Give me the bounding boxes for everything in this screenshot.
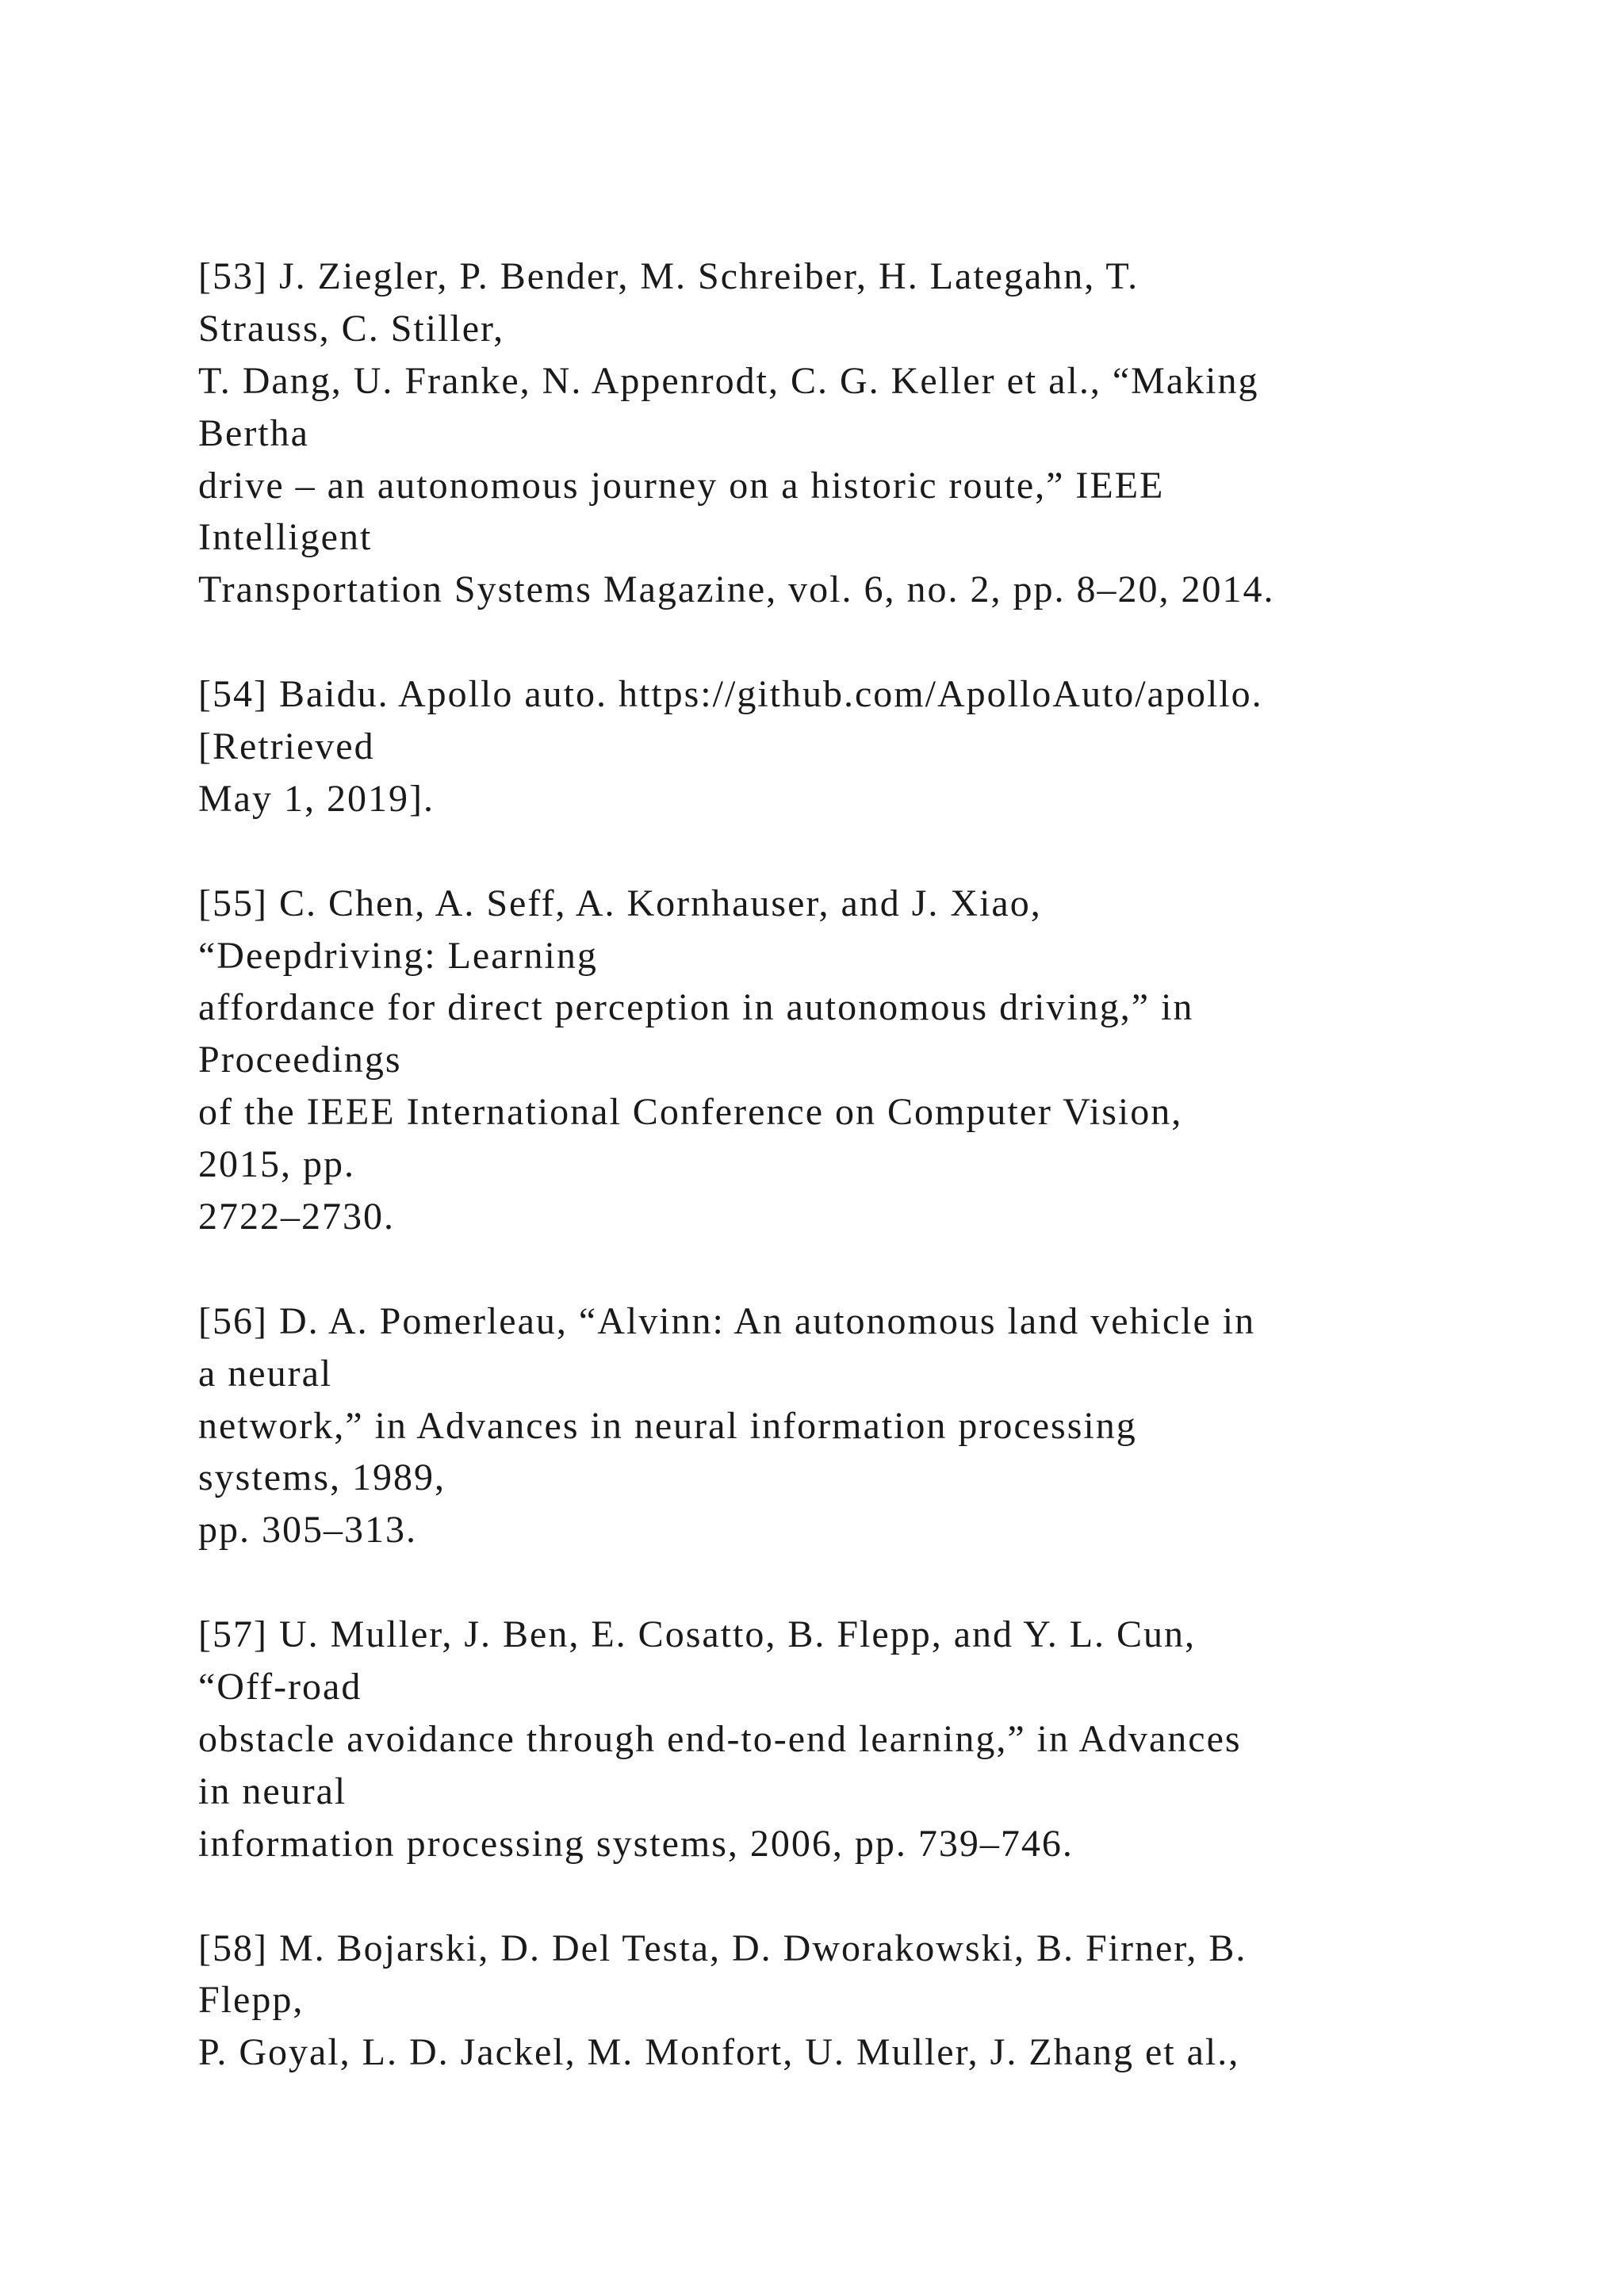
reference-line: Intelligent (198, 516, 373, 559)
reference-line: Bertha (198, 411, 309, 454)
reference-line: [53] J. Ziegler, P. Bender, M. Schreiber, H. Lategahn, T. (198, 255, 1139, 297)
reference-line: [54] Baidu. Apollo auto. https://github.com/ApolloAuto/apollo. (198, 673, 1263, 716)
reference-54 (198, 668, 1546, 825)
reference-line: of the IEEE International Conference on Computer Vision, (198, 1091, 1183, 1134)
reference-line: May 1, 2019]. (198, 777, 435, 820)
reference-line: Flepp, (198, 1979, 304, 2022)
reference-line: 2722–2730. (198, 1196, 395, 1238)
reference-line: “Deepdriving: Learning (198, 934, 598, 977)
reference-line: “Off-road (198, 1666, 362, 1709)
reference-line: [58] M. Bojarski, D. Del Testa, D. Dworakowski, B. Firner, B. (198, 1927, 1247, 1969)
reference-line: T. Dang, U. Franke, N. Appenrodt, C. G. Keller et al., “Making (198, 359, 1259, 402)
reference-line: network,” in Advances in neural information processing (198, 1404, 1137, 1447)
reference-line: Transportation Systems Magazine, vol. 6, no. 2, pp. 8–20, 2014. (198, 568, 1275, 611)
reference-list (198, 251, 1546, 2079)
reference-line: P. Goyal, L. D. Jackel, M. Monfort, U. Muller, J. Zhang et al., (198, 2031, 1240, 2074)
reference-line: a neural (198, 1352, 333, 1395)
reference-line: affordance for direct perception in autonomous driving,” in (198, 986, 1194, 1029)
reference-line: [55] C. Chen, A. Seff, A. Kornhauser, and J. Xiao, (198, 882, 1042, 924)
reference-line: obstacle avoidance through end-to-end learning,” in Advances (198, 1717, 1242, 1760)
reference-line: [Retrieved (198, 725, 375, 768)
reference-57 (198, 1609, 1546, 1869)
reference-line: Strauss, C. Stiller, (198, 307, 505, 350)
reference-line: Proceedings (198, 1039, 402, 1081)
reference-55 (198, 878, 1546, 1243)
reference-58 (198, 1923, 1546, 2080)
reference-line: drive – an autonomous journey on a historic route,” IEEE (198, 464, 1165, 507)
reference-line: pp. 305–313. (198, 1509, 417, 1552)
reference-line: in neural (198, 1770, 347, 1812)
reference-line: systems, 1989, (198, 1456, 446, 1499)
reference-56 (198, 1295, 1546, 1556)
reference-line: 2015, pp. (198, 1143, 355, 1186)
reference-line: [57] U. Muller, J. Ben, E. Cosatto, B. Flepp, and Y. L. Cun, (198, 1613, 1197, 1656)
reference-line: [56] D. A. Pomerleau, “Alvinn: An autonomous land vehicle in (198, 1299, 1256, 1342)
reference-line: information processing systems, 2006, pp. 739–746. (198, 1822, 1074, 1865)
reference-53 (198, 251, 1546, 616)
